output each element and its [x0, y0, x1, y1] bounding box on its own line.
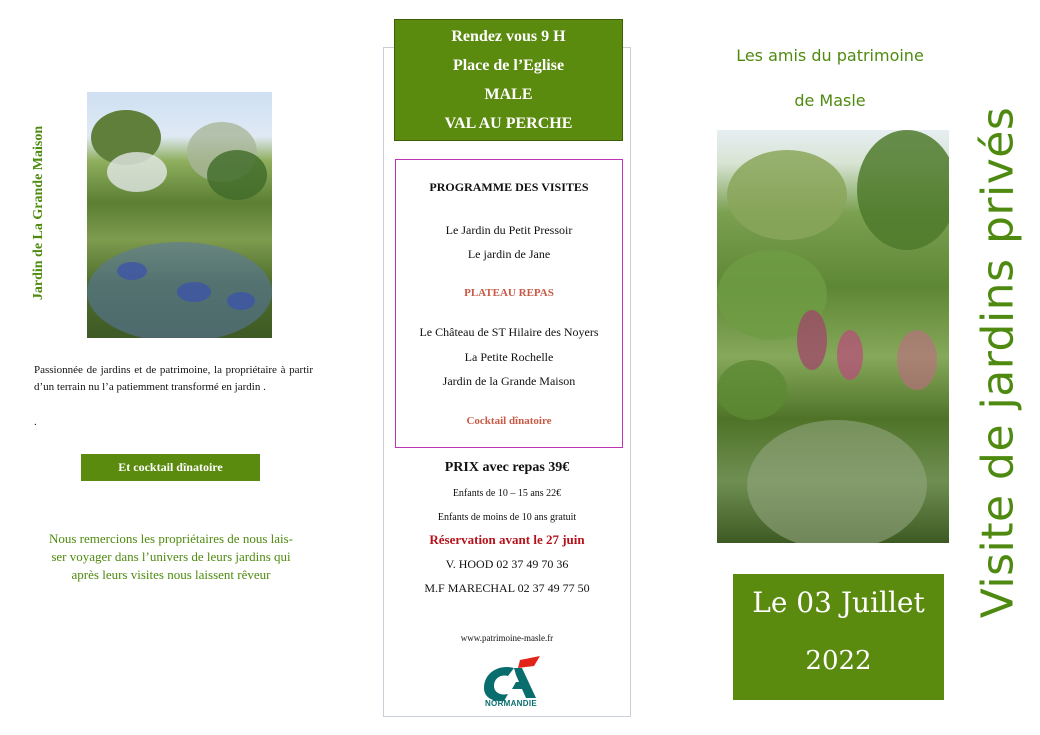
thanks-text: [30, 530, 312, 584]
thanks-line: Nous remercions les propriétaires de nous lais-: [48, 531, 294, 546]
event-date-box: [733, 574, 944, 700]
logo-normandie: NORMANDIE: [484, 699, 538, 708]
contact-hood: V. HOOD 02 37 49 70 36: [445, 557, 569, 571]
visit-item: La Petite Rochelle: [464, 350, 554, 364]
meeting-info-box: [394, 19, 623, 141]
event-year: 2022: [805, 646, 872, 676]
description-dot: .: [34, 416, 37, 428]
meeting-time: Rendez vous 9 H: [451, 28, 566, 45]
contact-marechal: M.F MARECHAL 02 37 49 77 50: [424, 581, 590, 595]
visit-item: Jardin de la Grande Maison: [442, 374, 576, 388]
main-title-vertical: Visite de jardins privés: [972, 106, 1024, 619]
thanks-line: ser voyager dans l’univers de leurs jardins qui: [51, 549, 291, 564]
visit-item: Le jardin de Jane: [467, 247, 551, 261]
left-vertical-title-wrap: [28, 104, 50, 322]
event-date: Le 03 Juillet: [752, 586, 925, 619]
association-name-line1: Les amis du patrimoine: [736, 46, 924, 65]
programme-box: [395, 159, 623, 448]
programme-heading: PROGRAMME DES VISITES: [429, 180, 589, 194]
visit-item: Le Château de ST Hilaire des Noyers: [419, 325, 599, 339]
price-main: PRIX avec repas 39€: [444, 460, 570, 475]
association-name-line2: de Masle: [794, 91, 866, 110]
price-small-kids: Enfants de moins de 10 ans gratuit: [437, 512, 577, 523]
garden-description: Passionnée de jardins et de patrimoine, la propriétaire à partir d’un terrain nu l’a patiemment transformé en jardin .: [34, 364, 313, 393]
website-link[interactable]: www.patrimoine-masle.fr: [460, 633, 554, 643]
reservation-deadline: Réservation avant le 27 juin: [429, 532, 585, 547]
meeting-commune: VAL AU PERCHE: [444, 115, 573, 132]
cocktail-banner: [81, 454, 260, 481]
meeting-town: MALE: [484, 86, 533, 103]
meeting-place: Place de l’Eglise: [452, 57, 565, 74]
right-vertical-title-wrap: [958, 90, 1038, 635]
garden-name-vertical: Jardin de La Grande Maison: [31, 125, 46, 301]
cocktail-label: Cocktail dînatoire: [466, 415, 552, 427]
price-kids: Enfants de 10 – 15 ans 22€: [452, 488, 562, 499]
garden-photo-right: [717, 130, 949, 543]
visit-item: Le Jardin du Petit Pressoir: [445, 223, 573, 237]
lunch-label: PLATEAU REPAS: [464, 287, 554, 299]
cocktail-banner-label: Et cocktail dînatoire: [118, 460, 223, 474]
garden-photo-left: [87, 92, 272, 338]
thanks-line: après leurs visites nous laissent rêveur: [71, 567, 271, 582]
